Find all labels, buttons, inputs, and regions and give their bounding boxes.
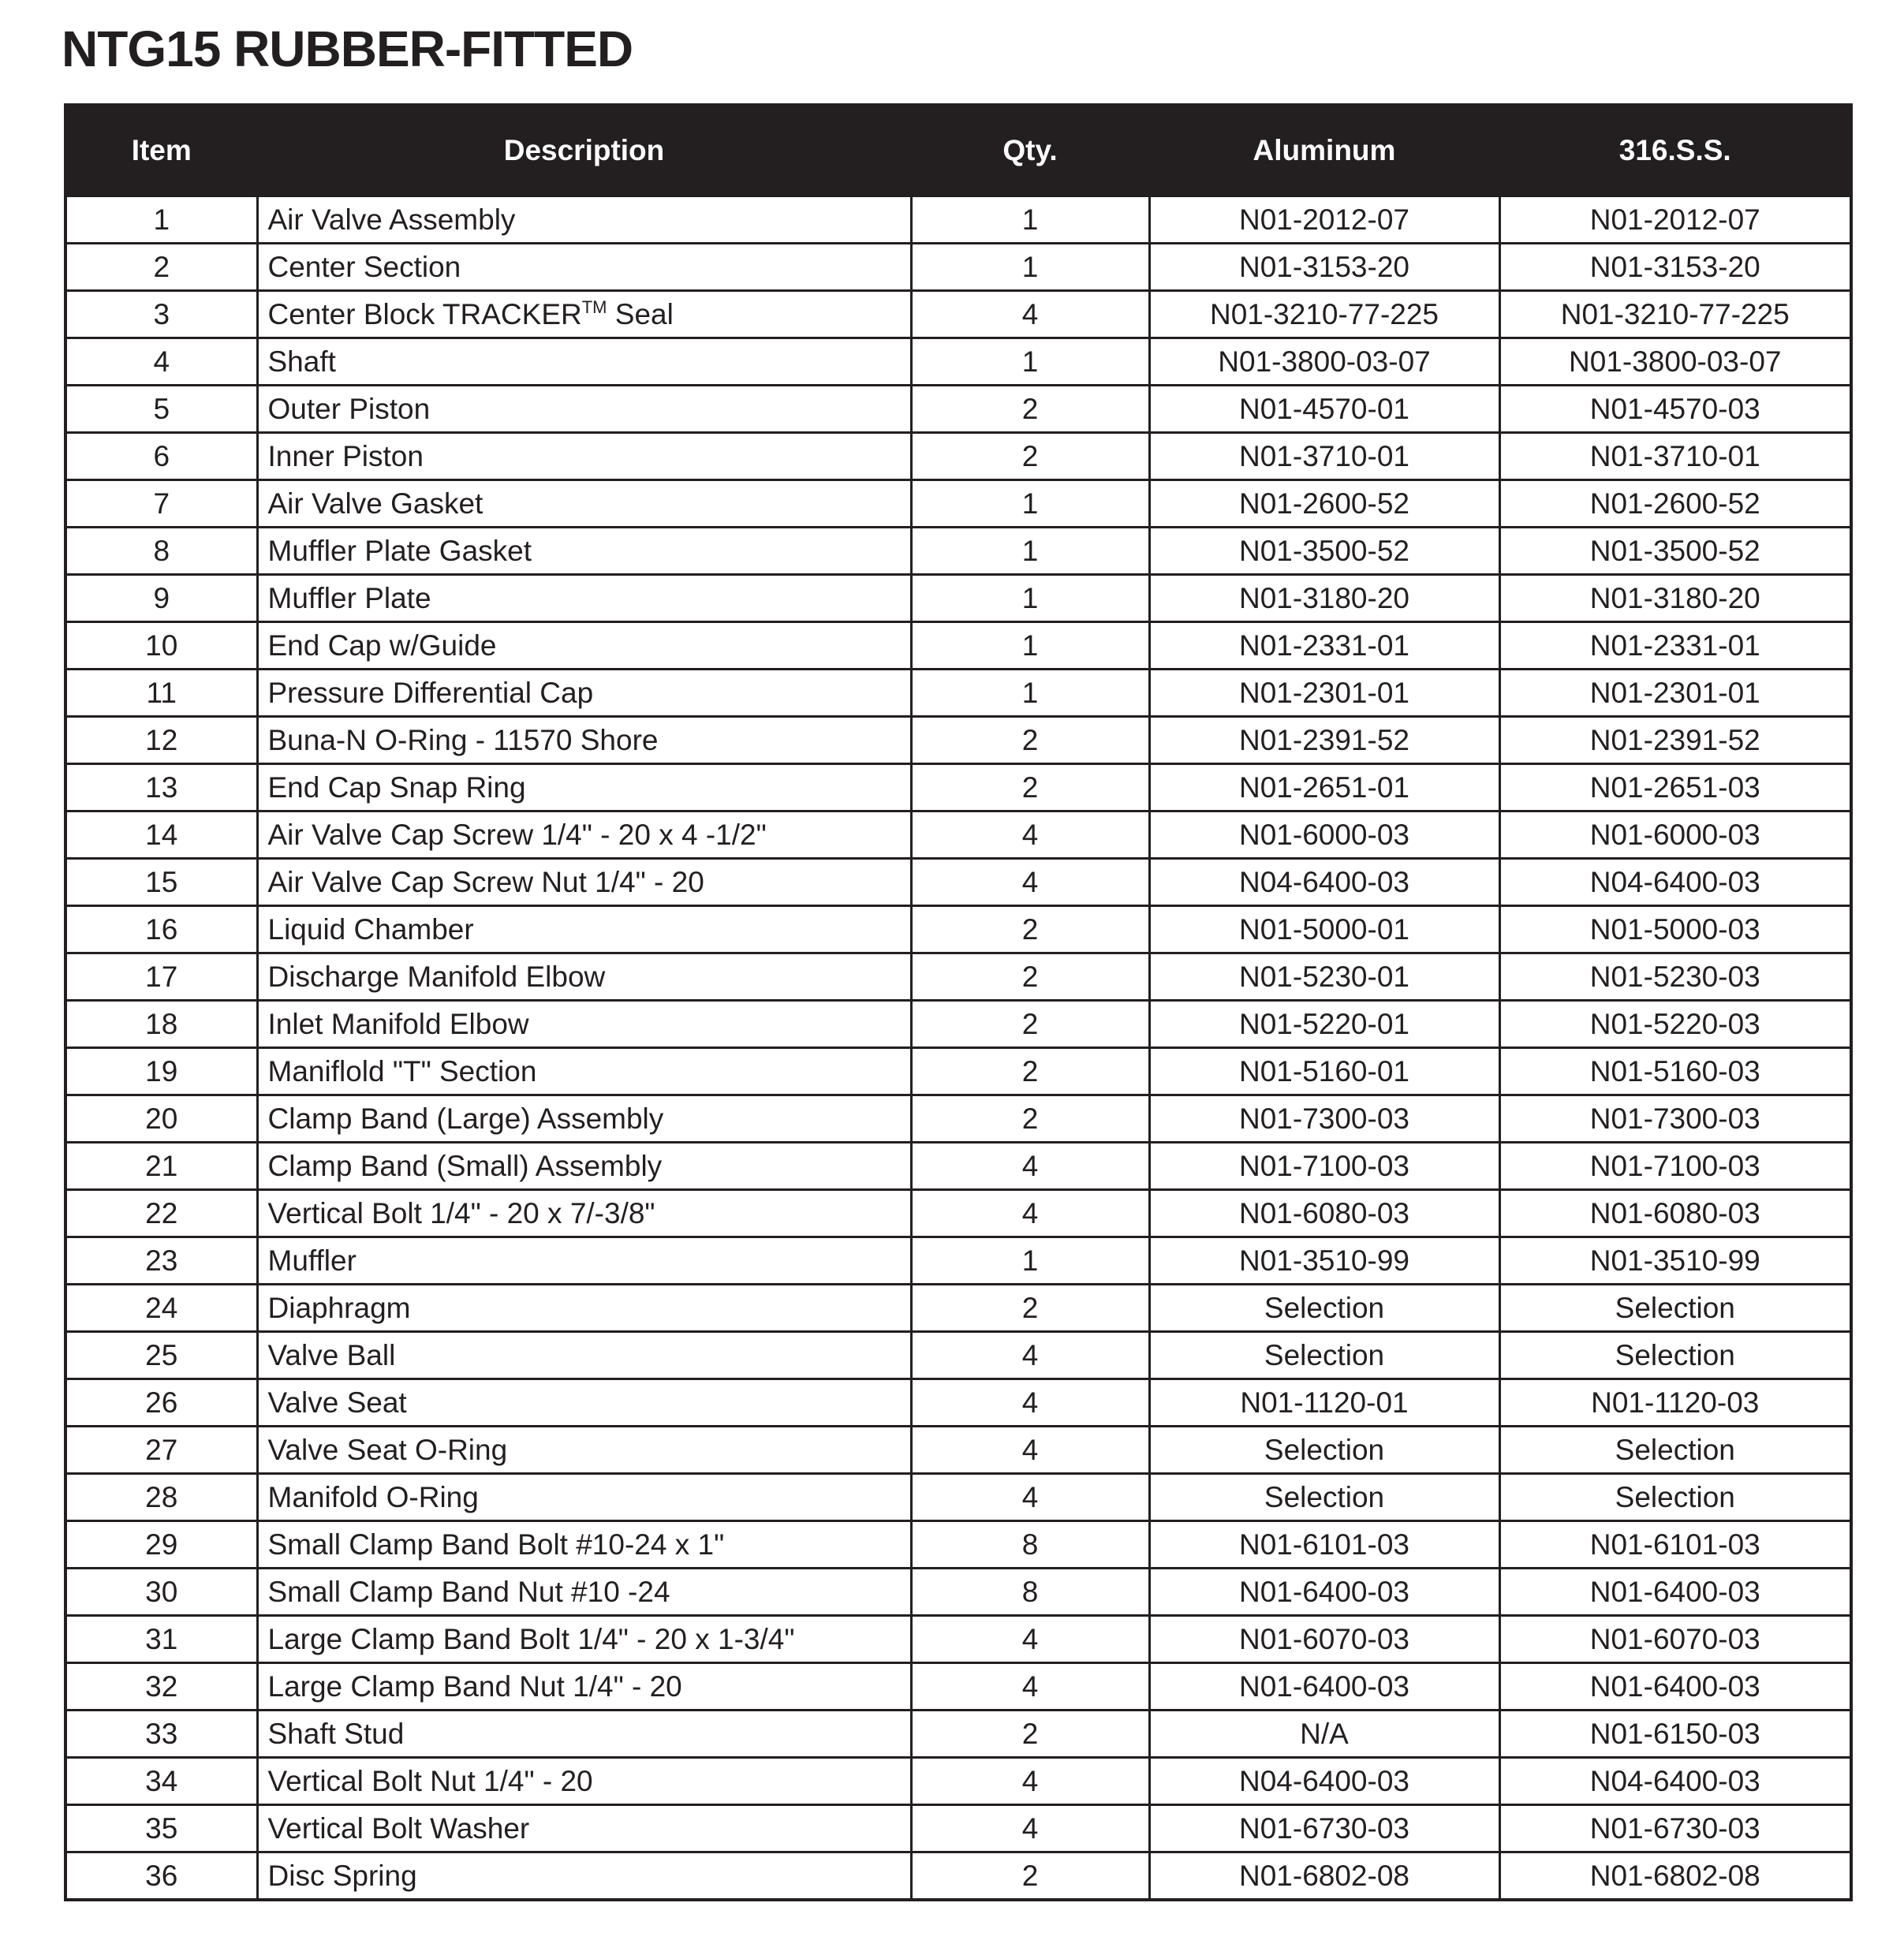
quantity-cell: 4 <box>911 1663 1149 1711</box>
quantity-cell: 2 <box>911 1001 1149 1048</box>
table-row <box>65 244 1851 291</box>
table-row <box>65 1711 1851 1758</box>
ss316-part-cell: N01-6000-03 <box>1499 811 1851 859</box>
header-description: Description <box>257 105 911 196</box>
quantity-cell: 2 <box>911 1285 1149 1332</box>
quantity-cell: 1 <box>911 480 1149 528</box>
description-text: Center Block TRACKER <box>267 297 582 330</box>
aluminum-part-cell: N01-3500-52 <box>1149 528 1499 575</box>
table-row <box>65 811 1851 859</box>
description-cell <box>257 1190 911 1237</box>
item-number-cell: 21 <box>65 1143 257 1190</box>
description-text: Valve Seat O-Ring <box>267 1433 508 1466</box>
ss316-part-cell: N04-6400-03 <box>1499 859 1851 906</box>
aluminum-part-cell: N01-2012-07 <box>1149 196 1499 244</box>
aluminum-part-cell: N01-2331-01 <box>1149 622 1499 670</box>
table-row <box>65 1805 1851 1852</box>
description-cell <box>257 291 911 338</box>
quantity-cell: 1 <box>911 338 1149 386</box>
aluminum-part-cell: N01-6730-03 <box>1149 1805 1499 1852</box>
ss316-part-cell: N01-2012-07 <box>1499 196 1851 244</box>
item-number-cell: 28 <box>65 1474 257 1521</box>
item-number-cell: 36 <box>65 1852 257 1901</box>
quantity-cell: 1 <box>911 244 1149 291</box>
aluminum-part-cell: N01-3800-03-07 <box>1149 338 1499 386</box>
table-header-row <box>65 105 1851 196</box>
item-number-cell: 6 <box>65 433 257 480</box>
aluminum-part-cell: N01-7300-03 <box>1149 1095 1499 1143</box>
aluminum-part-cell: N01-2391-52 <box>1149 717 1499 764</box>
quantity-cell: 1 <box>911 670 1149 717</box>
description-text: Outer Piston <box>267 392 431 425</box>
item-number-cell: 27 <box>65 1427 257 1474</box>
table-row <box>65 1237 1851 1285</box>
quantity-cell: 1 <box>911 575 1149 622</box>
description-cell <box>257 1711 911 1758</box>
quantity-cell: 4 <box>911 291 1149 338</box>
item-number-cell: 10 <box>65 622 257 670</box>
table-row <box>65 1569 1851 1616</box>
aluminum-part-cell: N01-5000-01 <box>1149 906 1499 953</box>
description-cell <box>257 622 911 670</box>
quantity-cell: 4 <box>911 1474 1149 1521</box>
aluminum-part-cell: N01-7100-03 <box>1149 1143 1499 1190</box>
table-row <box>65 1001 1851 1048</box>
item-number-cell: 35 <box>65 1805 257 1852</box>
description-cell <box>257 1379 911 1427</box>
description-cell <box>257 906 911 953</box>
item-number-cell: 34 <box>65 1758 257 1805</box>
quantity-cell: 2 <box>911 433 1149 480</box>
item-number-cell: 24 <box>65 1285 257 1332</box>
quantity-cell: 2 <box>911 386 1149 433</box>
description-cell <box>257 1143 911 1190</box>
description-text: Valve Seat <box>267 1386 407 1419</box>
item-number-cell: 17 <box>65 953 257 1001</box>
description-cell <box>257 1048 911 1095</box>
ss316-part-cell: N01-2600-52 <box>1499 480 1851 528</box>
aluminum-part-cell: N01-3180-20 <box>1149 575 1499 622</box>
description-text: Disc Spring <box>267 1859 417 1892</box>
aluminum-part-cell: N01-6000-03 <box>1149 811 1499 859</box>
aluminum-part-cell: N01-2301-01 <box>1149 670 1499 717</box>
description-text: Maniflold "T" Section <box>267 1054 537 1088</box>
aluminum-part-cell: N/A <box>1149 1711 1499 1758</box>
description-cell <box>257 1001 911 1048</box>
description-text: Diaphragm <box>267 1291 411 1324</box>
table-row <box>65 1427 1851 1474</box>
aluminum-part-cell: N01-6802-08 <box>1149 1852 1499 1901</box>
ss316-part-cell: N01-3500-52 <box>1499 528 1851 575</box>
description-cell <box>257 859 911 906</box>
description-cell <box>257 575 911 622</box>
page-title: NTG15 RUBBER-FITTED <box>62 21 633 77</box>
table-row <box>65 1616 1851 1663</box>
quantity-cell: 2 <box>911 1852 1149 1901</box>
description-cell <box>257 811 911 859</box>
item-number-cell: 9 <box>65 575 257 622</box>
description-cell <box>257 1427 911 1474</box>
aluminum-part-cell: Selection <box>1149 1285 1499 1332</box>
description-cell <box>257 528 911 575</box>
aluminum-part-cell: N01-3153-20 <box>1149 244 1499 291</box>
ss316-part-cell: N01-6080-03 <box>1499 1190 1851 1237</box>
description-cell <box>257 764 911 811</box>
description-text: Inner Piston <box>267 439 424 472</box>
quantity-cell: 2 <box>911 906 1149 953</box>
ss316-part-cell: N01-2301-01 <box>1499 670 1851 717</box>
description-text: Air Valve Assembly <box>267 203 516 236</box>
quantity-cell: 4 <box>911 1190 1149 1237</box>
ss316-part-cell: N01-6802-08 <box>1499 1852 1851 1901</box>
description-cell <box>257 1095 911 1143</box>
header-qty: Qty. <box>911 105 1149 196</box>
quantity-cell: 8 <box>911 1521 1149 1569</box>
item-number-cell: 31 <box>65 1616 257 1663</box>
ss316-part-cell: N01-2391-52 <box>1499 717 1851 764</box>
description-text: Inlet Manifold Elbow <box>267 1007 529 1040</box>
table-row <box>65 953 1851 1001</box>
aluminum-part-cell: N01-5160-01 <box>1149 1048 1499 1095</box>
quantity-cell: 4 <box>911 1805 1149 1852</box>
table-row <box>65 433 1851 480</box>
quantity-cell: 4 <box>911 1616 1149 1663</box>
parts-table-body <box>65 196 1851 1901</box>
description-text: End Cap w/Guide <box>267 629 497 662</box>
table-row <box>65 1379 1851 1427</box>
description-cell <box>257 196 911 244</box>
table-row <box>65 1521 1851 1569</box>
aluminum-part-cell: Selection <box>1149 1427 1499 1474</box>
item-number-cell: 11 <box>65 670 257 717</box>
item-number-cell: 32 <box>65 1663 257 1711</box>
parts-table <box>64 103 1853 1901</box>
aluminum-part-cell: Selection <box>1149 1332 1499 1379</box>
table-row <box>65 1095 1851 1143</box>
item-number-cell: 18 <box>65 1001 257 1048</box>
ss316-part-cell: N01-4570-03 <box>1499 386 1851 433</box>
quantity-cell: 2 <box>911 1048 1149 1095</box>
quantity-cell: 2 <box>911 764 1149 811</box>
ss316-part-cell: N04-6400-03 <box>1499 1758 1851 1805</box>
description-text: Shaft Stud <box>267 1717 405 1750</box>
item-number-cell: 16 <box>65 906 257 953</box>
description-text: Muffler Plate <box>267 581 431 614</box>
aluminum-part-cell: N01-3510-99 <box>1149 1237 1499 1285</box>
description-text: Manifold O-Ring <box>267 1480 479 1513</box>
item-number-cell: 33 <box>65 1711 257 1758</box>
description-text: Large Clamp Band Nut 1/4" - 20 <box>267 1670 682 1703</box>
description-cell <box>257 1521 911 1569</box>
description-cell <box>257 670 911 717</box>
description-cell <box>257 1663 911 1711</box>
ss316-part-cell: N01-5230-03 <box>1499 953 1851 1001</box>
aluminum-part-cell: N01-3210-77-225 <box>1149 291 1499 338</box>
ss316-part-cell: N01-7100-03 <box>1499 1143 1851 1190</box>
ss316-part-cell: N01-6400-03 <box>1499 1569 1851 1616</box>
quantity-cell: 1 <box>911 196 1149 244</box>
trademark-superscript: TM <box>581 297 607 317</box>
description-text: Pressure Differential Cap <box>267 676 594 709</box>
description-text: Center Section <box>267 250 461 283</box>
table-row <box>65 906 1851 953</box>
description-cell <box>257 480 911 528</box>
item-number-cell: 15 <box>65 859 257 906</box>
quantity-cell: 2 <box>911 1711 1149 1758</box>
item-number-cell: 20 <box>65 1095 257 1143</box>
item-number-cell: 19 <box>65 1048 257 1095</box>
item-number-cell: 7 <box>65 480 257 528</box>
description-text: Vertical Bolt Nut 1/4" - 20 <box>267 1764 593 1797</box>
description-text: End Cap Snap Ring <box>267 770 526 804</box>
ss316-part-cell: Selection <box>1499 1474 1851 1521</box>
quantity-cell: 8 <box>911 1569 1149 1616</box>
description-text: Large Clamp Band Bolt 1/4" - 20 x 1-3/4" <box>267 1622 795 1655</box>
quantity-cell: 4 <box>911 1379 1149 1427</box>
description-text: Buna-N O-Ring - 11570 Shore <box>267 723 659 756</box>
table-row <box>65 859 1851 906</box>
item-number-cell: 3 <box>65 291 257 338</box>
ss316-part-cell: N01-6150-03 <box>1499 1711 1851 1758</box>
description-text: Shaft <box>267 345 336 378</box>
ss316-part-cell: N01-5000-03 <box>1499 906 1851 953</box>
description-cell <box>257 1616 911 1663</box>
table-row <box>65 575 1851 622</box>
table-row <box>65 1852 1851 1901</box>
aluminum-part-cell: N04-6400-03 <box>1149 859 1499 906</box>
aluminum-part-cell: N01-4570-01 <box>1149 386 1499 433</box>
ss316-part-cell: N01-3510-99 <box>1499 1237 1851 1285</box>
ss316-part-cell: N01-3153-20 <box>1499 244 1851 291</box>
description-cell <box>257 1332 911 1379</box>
item-number-cell: 23 <box>65 1237 257 1285</box>
table-row <box>65 196 1851 244</box>
ss316-part-cell: N01-2651-03 <box>1499 764 1851 811</box>
ss316-part-cell: N01-5220-03 <box>1499 1001 1851 1048</box>
item-number-cell: 30 <box>65 1569 257 1616</box>
aluminum-part-cell: N01-6080-03 <box>1149 1190 1499 1237</box>
ss316-part-cell: N01-7300-03 <box>1499 1095 1851 1143</box>
description-cell <box>257 433 911 480</box>
description-cell <box>257 1569 911 1616</box>
ss316-part-cell: N01-3210-77-225 <box>1499 291 1851 338</box>
ss316-part-cell: N01-5160-03 <box>1499 1048 1851 1095</box>
description-cell <box>257 1285 911 1332</box>
item-number-cell: 1 <box>65 196 257 244</box>
quantity-cell: 1 <box>911 622 1149 670</box>
item-number-cell: 5 <box>65 386 257 433</box>
aluminum-part-cell: N01-3710-01 <box>1149 433 1499 480</box>
table-row <box>65 717 1851 764</box>
ss316-part-cell: Selection <box>1499 1427 1851 1474</box>
ss316-part-cell: Selection <box>1499 1332 1851 1379</box>
aluminum-part-cell: N01-6101-03 <box>1149 1521 1499 1569</box>
description-cell <box>257 1237 911 1285</box>
quantity-cell: 2 <box>911 1095 1149 1143</box>
header-item: Item <box>65 105 257 196</box>
ss316-part-cell: N01-1120-03 <box>1499 1379 1851 1427</box>
aluminum-part-cell: N01-5230-01 <box>1149 953 1499 1001</box>
table-row <box>65 1285 1851 1332</box>
aluminum-part-cell: N01-6070-03 <box>1149 1616 1499 1663</box>
quantity-cell: 1 <box>911 528 1149 575</box>
description-text: Air Valve Cap Screw Nut 1/4" - 20 <box>267 865 704 898</box>
table-row <box>65 670 1851 717</box>
aluminum-part-cell: Selection <box>1149 1474 1499 1521</box>
table-row <box>65 1663 1851 1711</box>
quantity-cell: 4 <box>911 811 1149 859</box>
description-cell <box>257 717 911 764</box>
header-aluminum: Aluminum <box>1149 105 1499 196</box>
item-number-cell: 2 <box>65 244 257 291</box>
description-text: Small Clamp Band Nut #10 -24 <box>267 1575 670 1608</box>
table-row <box>65 1332 1851 1379</box>
description-text: Air Valve Cap Screw 1/4" - 20 x 4 -1/2" <box>267 818 767 851</box>
quantity-cell: 1 <box>911 1237 1149 1285</box>
quantity-cell: 2 <box>911 717 1149 764</box>
ss316-part-cell: N01-6101-03 <box>1499 1521 1851 1569</box>
table-row <box>65 386 1851 433</box>
quantity-cell: 4 <box>911 1332 1149 1379</box>
table-row <box>65 480 1851 528</box>
ss316-part-cell: N01-6730-03 <box>1499 1805 1851 1852</box>
aluminum-part-cell: N01-6400-03 <box>1149 1663 1499 1711</box>
ss316-part-cell: N01-3800-03-07 <box>1499 338 1851 386</box>
description-cell <box>257 1474 911 1521</box>
description-cell <box>257 1805 911 1852</box>
ss316-part-cell: N01-3180-20 <box>1499 575 1851 622</box>
description-text: Muffler Plate Gasket <box>267 534 532 567</box>
aluminum-part-cell: N04-6400-03 <box>1149 1758 1499 1805</box>
quantity-cell: 4 <box>911 1758 1149 1805</box>
item-number-cell: 25 <box>65 1332 257 1379</box>
quantity-cell: 2 <box>911 953 1149 1001</box>
description-text: Liquid Chamber <box>267 912 474 946</box>
table-row <box>65 528 1851 575</box>
item-number-cell: 4 <box>65 338 257 386</box>
table-row <box>65 338 1851 386</box>
ss316-part-cell: N01-6400-03 <box>1499 1663 1851 1711</box>
table-row <box>65 764 1851 811</box>
ss316-part-cell: N01-3710-01 <box>1499 433 1851 480</box>
description-text: Discharge Manifold Elbow <box>267 960 606 993</box>
item-number-cell: 13 <box>65 764 257 811</box>
description-text: Vertical Bolt Washer <box>267 1811 530 1845</box>
quantity-cell: 4 <box>911 1143 1149 1190</box>
item-number-cell: 22 <box>65 1190 257 1237</box>
table-row <box>65 1474 1851 1521</box>
ss316-part-cell: N01-6070-03 <box>1499 1616 1851 1663</box>
item-number-cell: 8 <box>65 528 257 575</box>
aluminum-part-cell: N01-1120-01 <box>1149 1379 1499 1427</box>
description-cell <box>257 338 911 386</box>
description-text: Small Clamp Band Bolt #10-24 x 1" <box>267 1528 725 1561</box>
description-text: Clamp Band (Small) Assembly <box>267 1149 663 1182</box>
description-text: Clamp Band (Large) Assembly <box>267 1102 664 1135</box>
item-number-cell: 29 <box>65 1521 257 1569</box>
description-text: Vertical Bolt 1/4" - 20 x 7/-3/8" <box>267 1196 655 1229</box>
description-text: Valve Ball <box>267 1338 396 1371</box>
ss316-part-cell: Selection <box>1499 1285 1851 1332</box>
header-316-ss: 316.S.S. <box>1499 105 1851 196</box>
table-row <box>65 1048 1851 1095</box>
table-row <box>65 1758 1851 1805</box>
description-text: Air Valve Gasket <box>267 487 483 520</box>
quantity-cell: 4 <box>911 859 1149 906</box>
aluminum-part-cell: N01-5220-01 <box>1149 1001 1499 1048</box>
description-cell <box>257 953 911 1001</box>
quantity-cell: 4 <box>911 1427 1149 1474</box>
aluminum-part-cell: N01-2600-52 <box>1149 480 1499 528</box>
item-number-cell: 12 <box>65 717 257 764</box>
item-number-cell: 26 <box>65 1379 257 1427</box>
description-suffix: Seal <box>607 297 674 330</box>
item-number-cell: 14 <box>65 811 257 859</box>
description-cell <box>257 244 911 291</box>
table-row <box>65 622 1851 670</box>
table-row <box>65 291 1851 338</box>
ss316-part-cell: N01-2331-01 <box>1499 622 1851 670</box>
table-row <box>65 1190 1851 1237</box>
table-row <box>65 1143 1851 1190</box>
description-text: Muffler <box>267 1244 357 1277</box>
description-cell <box>257 1852 911 1901</box>
aluminum-part-cell: N01-6400-03 <box>1149 1569 1499 1616</box>
description-cell <box>257 386 911 433</box>
description-cell <box>257 1758 911 1805</box>
aluminum-part-cell: N01-2651-01 <box>1149 764 1499 811</box>
